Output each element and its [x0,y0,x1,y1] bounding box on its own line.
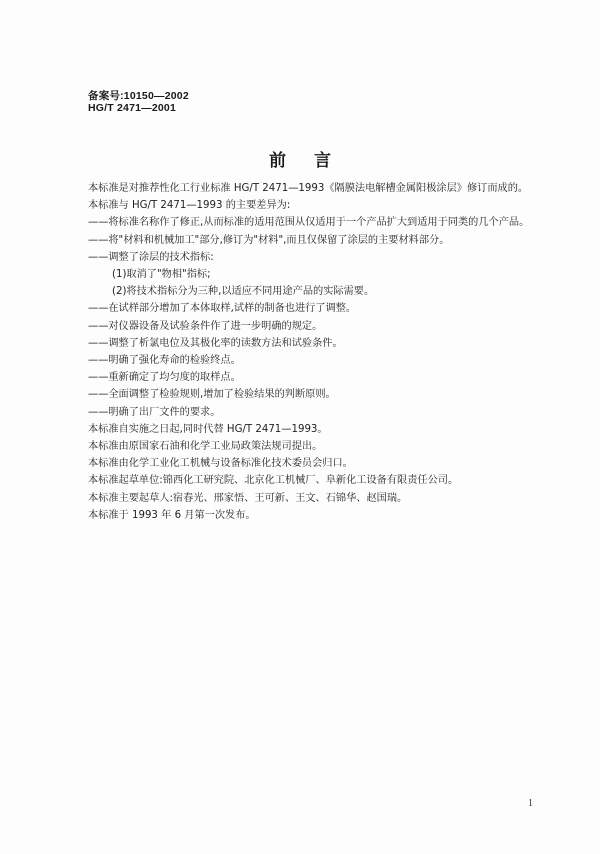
paragraph-first-release: 本标准于 1993 年 6 月第一次发布。 [88,509,256,521]
list-item: ——对仪器设备及试验条件作了进一步明确的规定。 [88,320,323,332]
record-number: 备案号:10150—2002 [88,90,189,102]
paragraph-drafters: 本标准主要起草人:宿春光、邢家悟、王可新、王文、石锦华、赵国瑞。 [88,492,408,504]
standard-number: HG/T 2471—2001 [88,102,177,114]
list-item: ——调整了析氯电位及其极化率的读数方法和试验条件。 [88,337,343,349]
sub-list-item: (2)将技术指标分为三种,以适应不同用途产品的实际需要。 [112,286,375,298]
list-item: ——明确了强化寿命的检验终点。 [88,355,241,367]
list-item: ——将"材料和机械加工"部分,修订为"材料",而且仅保留了涂层的主要材料部分。 [88,234,450,246]
paragraph-proposer: 本标准由原国家石油和化学工业局政策法规司提出。 [88,441,323,453]
paragraph-committee: 本标准由化学工业化工机械与设备标准化技术委员会归口。 [88,458,353,470]
paragraph-intro: 本标准是对推荐性化工行业标准 HG/T 2471—1993《隔膜法电解槽金属阳极涂层》修订而成的。 [88,183,529,194]
page-title: 前言 [269,151,359,171]
list-item: ——重新确定了均匀度的取样点。 [88,372,241,384]
paragraph-drafting-units: 本标准起草单位:锦西化工研究院、北京化工机械厂、阜新化工设备有限责任公司。 [88,475,459,487]
list-item: ——在试样部分增加了本体取样,试样的制备也进行了调整。 [88,303,357,315]
foreword-body [78,180,544,524]
paragraph-replacement: 本标准自实施之日起,同时代替 HG/T 2471—1993。 [88,423,328,435]
list-item: ——调整了涂层的技术指标: [88,251,214,263]
sub-list-item: (1)取消了"物相"指标; [112,269,211,281]
list-item: ——明确了出厂文件的要求。 [88,406,221,418]
list-item: ——全面调整了检验规则,增加了检验结果的判断原则。 [88,389,336,401]
page-number: 1 [528,798,533,809]
list-item: ——将标准名称作了修正,从而标准的适用范围从仅适用于一个产品扩大到适用于同类的几个产品。 [88,217,530,229]
paragraph-differences-heading: 本标准与 HG/T 2471—1993 的主要差异为: [88,200,291,212]
